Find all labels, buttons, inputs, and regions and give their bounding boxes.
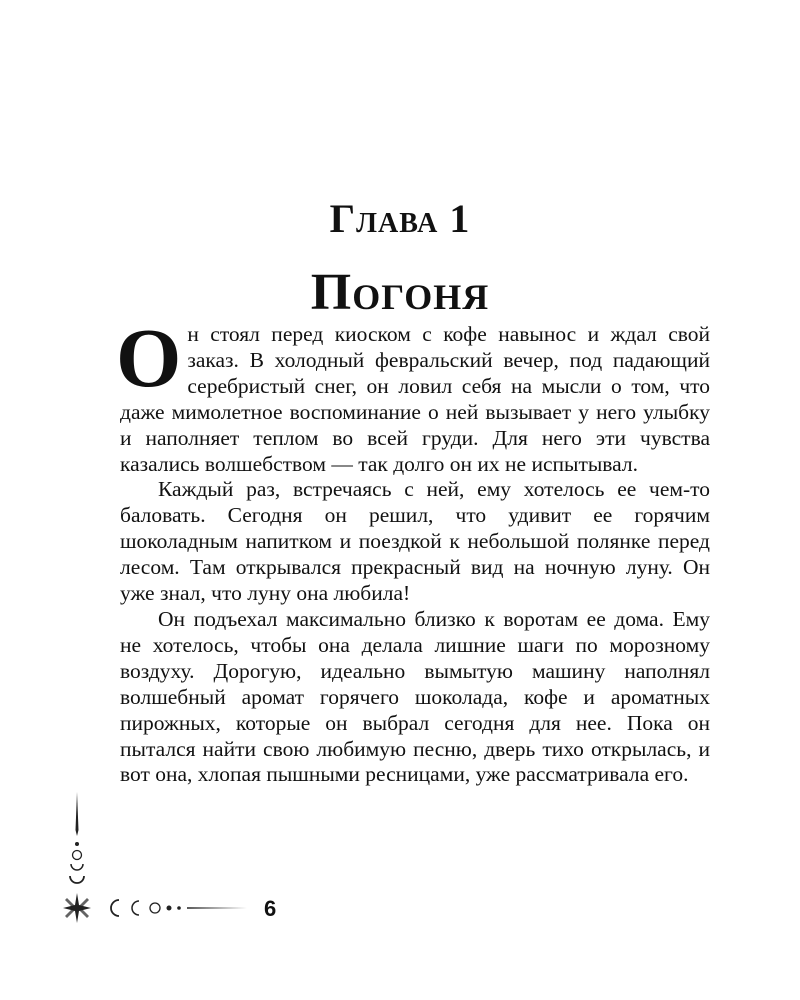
body-text [116,312,710,788]
paragraph-1 [116,312,710,477]
chapter-label: Глава 1 [329,195,471,241]
drop-cap: О [116,312,182,405]
moon-phases-vertical-icon [62,790,92,890]
star-moon-phases-icon [55,890,250,926]
chapter-title: Погоня [310,264,490,322]
paragraph-1-text: н стоял перед киоском с кофе навынос и ждал свой заказ. В холодный февральский вечер, под падающий серебристый снег, он ловил себя на мысли о том, что даже мимолетное воспоминание о ней вызывает у него улыбку и наполняет теплом во всей груди. Для него эти чувства казались волшебством — так долго он их не испытывал. [120,322,710,476]
paragraph-3: Он подъехал максимально близко к воротам ее дома. Ему не хотелось, чтобы она делала лишние шаги по морозному воздуху. Дорогую, идеально вымытую машину наполнял волшебный аромат горячего шоколада, кофе и ароматных пирожных, которые он выбрал сегодня для нее. Пока он пытался найти свою любимую песню, дверь тихо открылась, и вот она, хлопая пышными ресницами, уже рассматривала его. [120,606,710,787]
paragraph-2: Каждый раз, встречаясь с ней, ему хотелось ее чем-то баловать. Сегодня он решил, что удивит ее горячим шоколадным напитком и поездкой к небольшой полянке перед лесом. Там открывался прекрасный вид на ночную луну. Он уже знал, что луну она любила! [120,477,710,606]
page-number: 6 [264,896,277,921]
